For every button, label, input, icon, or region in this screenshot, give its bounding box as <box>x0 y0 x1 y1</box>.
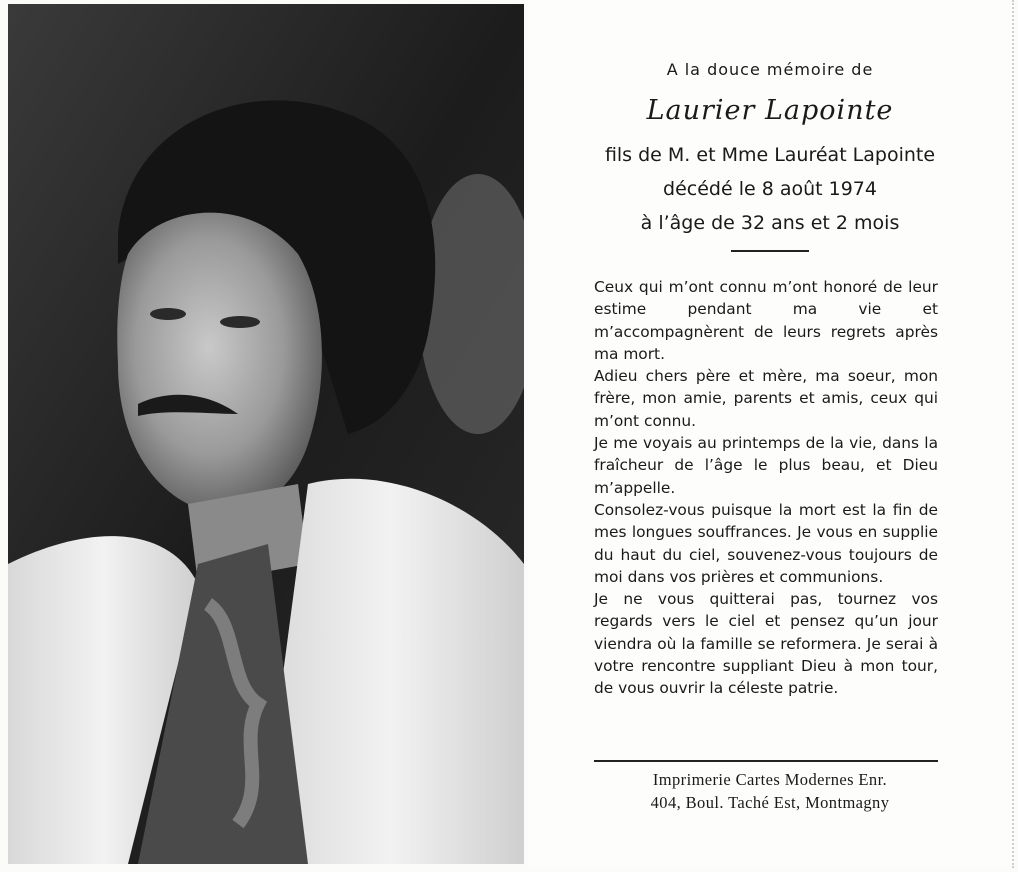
paragraph: Je me voyais au printemps de la vie, dans la fraîcheur de l’âge le plus beau, et Dieu m’appelle. <box>594 434 938 497</box>
intro-line: A la douce mémoire de <box>666 60 874 79</box>
paragraph: Adieu chers père et mère, ma soeur, mon frère, mon amie, parents et amis, ceux qui m’ont connu. <box>594 367 938 430</box>
death-date-line: décédé le 8 août 1974 <box>663 178 877 200</box>
printer-name: Imprimerie Cartes Modernes Enr. <box>652 770 888 789</box>
portrait-photo <box>8 4 524 864</box>
header <box>528 58 1012 252</box>
parents-line: fils de M. et Mme Lauréat Lapointe <box>604 144 936 166</box>
age-line: à l’âge de 32 ans et 2 mois <box>640 212 900 234</box>
details-block <box>528 138 1012 240</box>
printer-address: 404, Boul. Taché Est, Montmagny <box>650 793 890 812</box>
poem-text <box>594 276 938 700</box>
portrait-illustration <box>8 4 524 864</box>
paragraph: Consolez-vous puisque la mort est la fin de mes longues souffrances. Je vous en supplie du haut du ciel, souvenez-vous toujours de moi dans vos prières et communions. <box>594 500 938 586</box>
deceased-name: Laurier Lapointe <box>646 95 894 126</box>
printer-credit <box>568 768 972 814</box>
long-divider <box>594 760 938 762</box>
paragraph: Ceux qui m’ont connu m’ont honoré de leur estime pendant ma vie et m’accompagnèrent de leurs regrets après ma mort. <box>594 278 938 363</box>
text-panel <box>528 0 1014 868</box>
short-divider <box>731 250 809 252</box>
paragraph: Je ne vous quitterai pas, tournez vos regards vers le ciel et pensez qu’un jour viendra où la famille se reformera. Je serai à votre rencontre suppliant Dieu à mon tour, de vous ouvrir la céleste patrie. <box>594 590 938 698</box>
